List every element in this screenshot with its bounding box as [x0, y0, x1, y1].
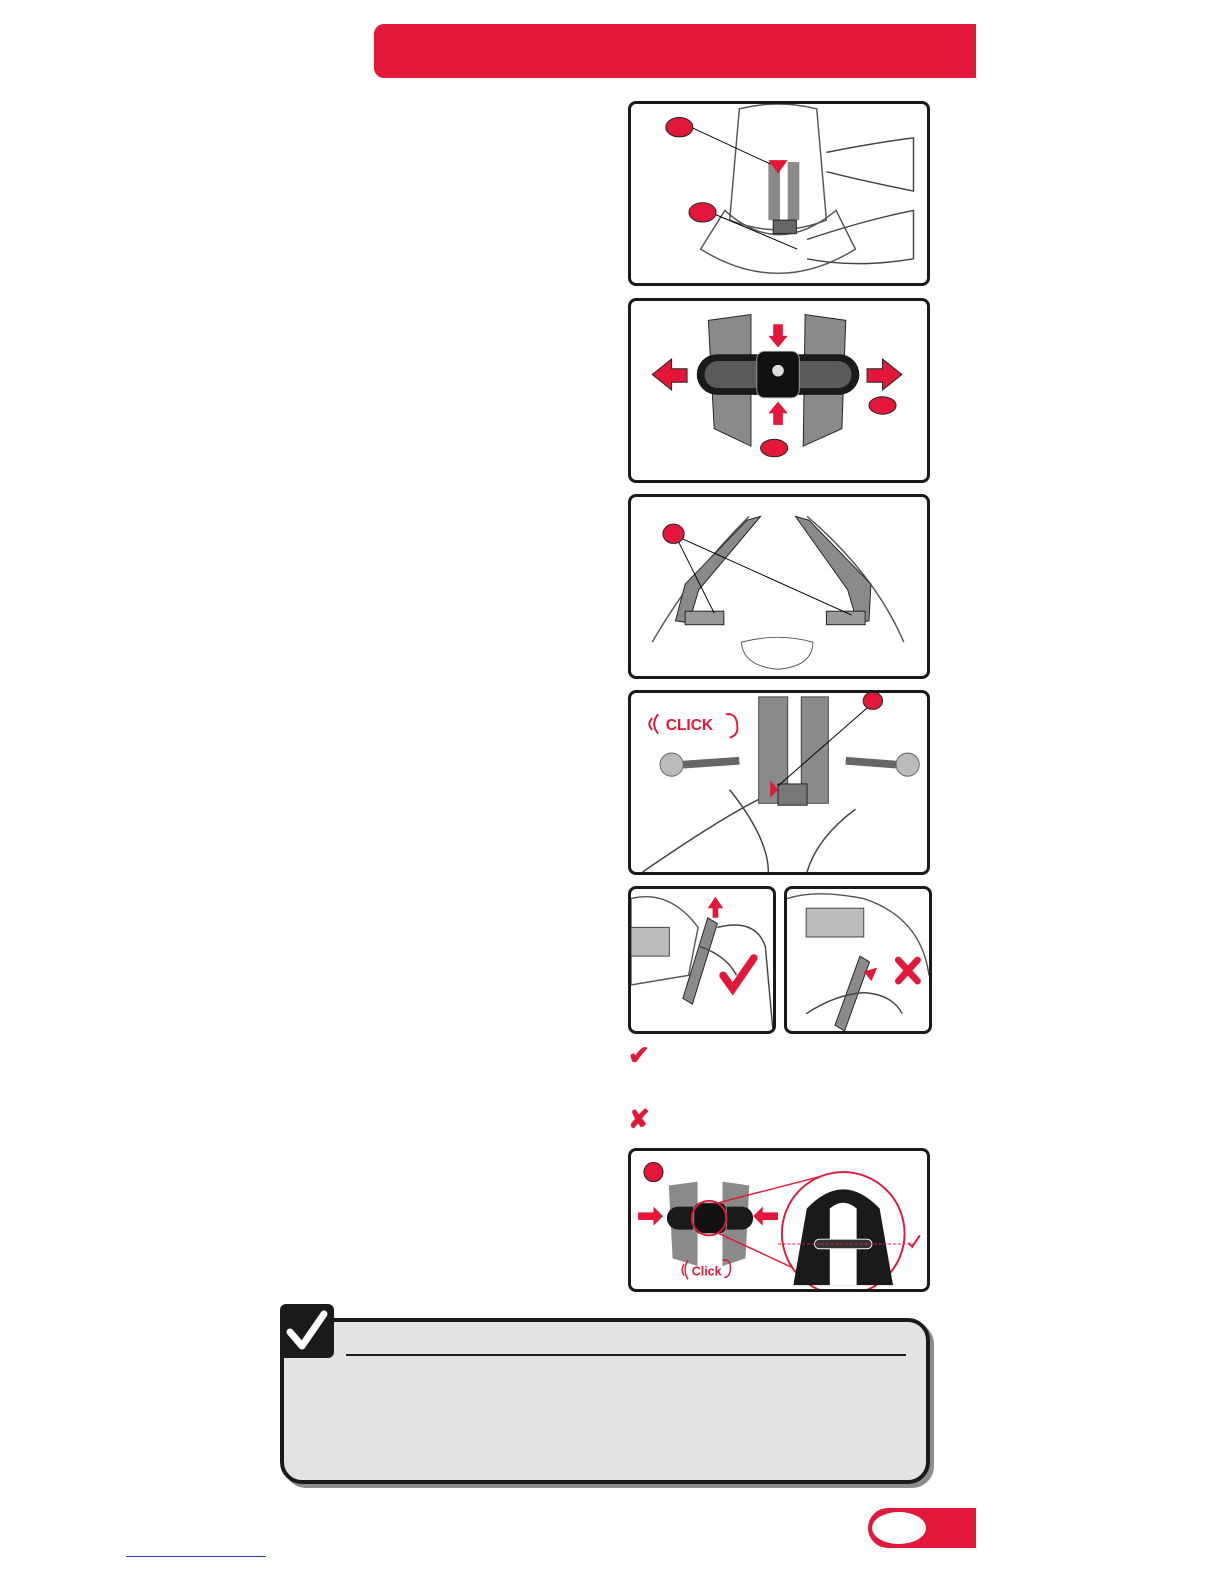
click-label: CLICK — [665, 716, 714, 734]
cross-mark-icon — [898, 960, 917, 981]
click-label-small: Click — [691, 1264, 722, 1279]
step-badge-1b — [631, 104, 927, 283]
figure-harness-shoulders — [628, 494, 930, 679]
chest-clip-illustration — [631, 301, 927, 480]
page-number-oval — [872, 1512, 926, 1544]
legend-check-icon: ✔ — [628, 1040, 650, 1070]
note-box — [280, 1318, 930, 1484]
harness-illustration — [631, 497, 927, 676]
section-header-bar — [374, 24, 976, 78]
figure-chest-clip-release — [628, 298, 930, 483]
tighten-incorrect-illustration — [787, 889, 929, 1031]
chest-clip-position-illustration — [631, 1151, 927, 1289]
note-check-icon — [280, 1304, 334, 1358]
legend-cross-icon: ✘ — [628, 1104, 650, 1134]
footer-link-underline[interactable] — [126, 1556, 266, 1557]
figure-tighten-correct — [628, 886, 776, 1034]
figure-loosen-harness — [628, 101, 930, 286]
buckle-illustration — [631, 693, 927, 872]
note-divider — [346, 1354, 906, 1356]
figure-tighten-incorrect — [784, 886, 932, 1034]
tighten-correct-illustration — [631, 889, 773, 1031]
figure-chest-clip-position — [628, 1148, 930, 1292]
figure-buckle-click — [628, 690, 930, 875]
